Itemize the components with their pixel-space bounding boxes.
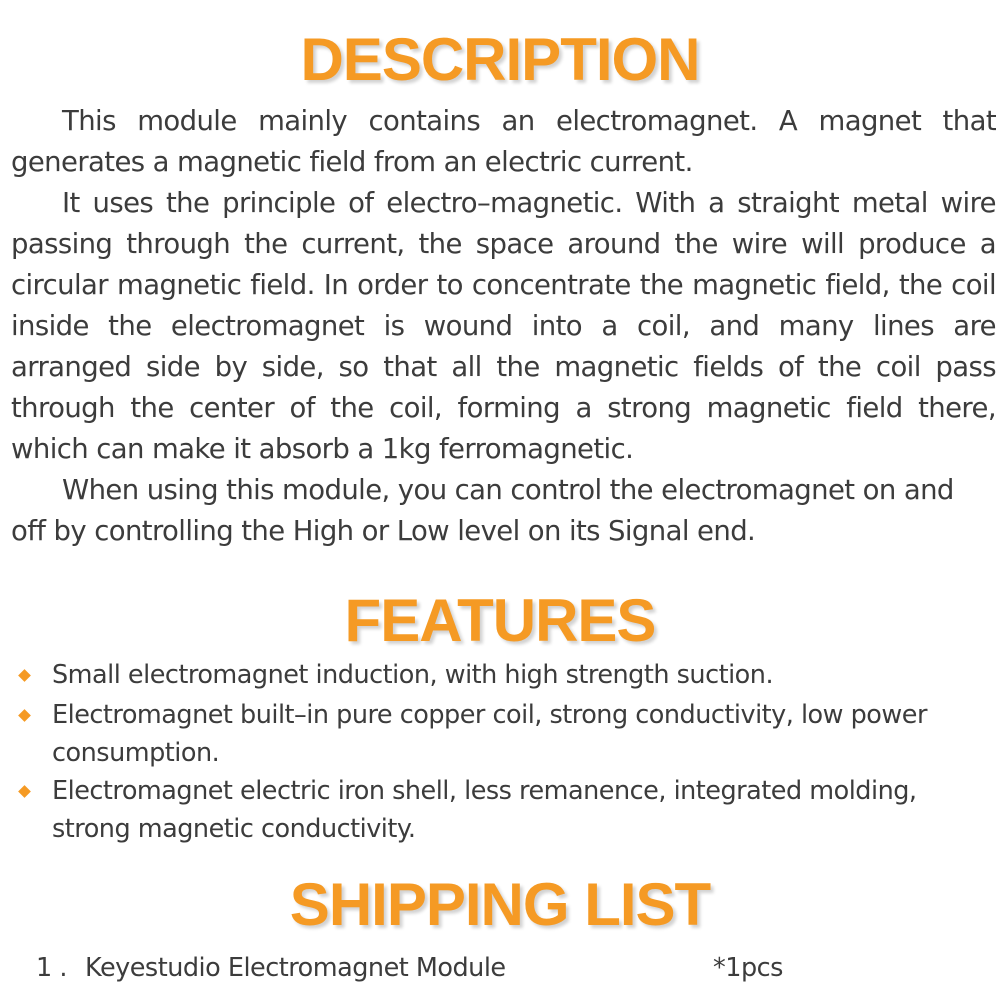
- description-heading: DESCRIPTION: [300, 26, 700, 93]
- feature-text: Small electromagnet induction, with high strength suction.: [52, 660, 774, 690]
- feature-item: [0, 696, 1000, 772]
- diamond-bullet-icon: [18, 669, 31, 682]
- shipping-item-quantity: *1pcs: [713, 953, 783, 983]
- shipping-list-row: [0, 949, 1000, 989]
- feature-item: [0, 772, 1000, 848]
- feature-text: Electromagnet built–in pure copper coil, strong conductivity, low power consumption.: [52, 700, 927, 768]
- shipping-item-number: 1 .: [36, 953, 67, 983]
- feature-text: Electromagnet electric iron shell, less remanence, integrated molding, strong magnetic conductivity.: [52, 776, 917, 844]
- features-list: [0, 656, 1000, 848]
- diamond-bullet-icon: [18, 709, 31, 722]
- features-heading: FEATURES: [344, 587, 656, 654]
- shipping-list-heading: SHIPPING LIST: [289, 871, 711, 938]
- description-paragraph: When using this module, you can control the electromagnet on and off by controlling the High or Low level on its Signal end.: [11, 474, 954, 547]
- description-paragraph: It uses the principle of electro–magnetic. With a straight metal wire passing through the current, the space around the wire will produce a circular magnetic field. In order to concentrate the magnetic field, the coil inside the electromagnet is wound into a coil, and many lines are arranged side by side, so that all the magnetic fields of the coil pass through the center of the coil, forming a strong magnetic field there, which can make it absorb a 1kg ferromagnetic.: [11, 187, 996, 465]
- description-body: [11, 101, 996, 552]
- description-paragraph: This module mainly contains an electromagnet. A magnet that generates a magnetic field from an electric current.: [11, 105, 996, 178]
- shipping-item-name: Keyestudio Electromagnet Module: [85, 953, 506, 983]
- feature-item: [0, 656, 1000, 694]
- diamond-bullet-icon: [18, 785, 31, 798]
